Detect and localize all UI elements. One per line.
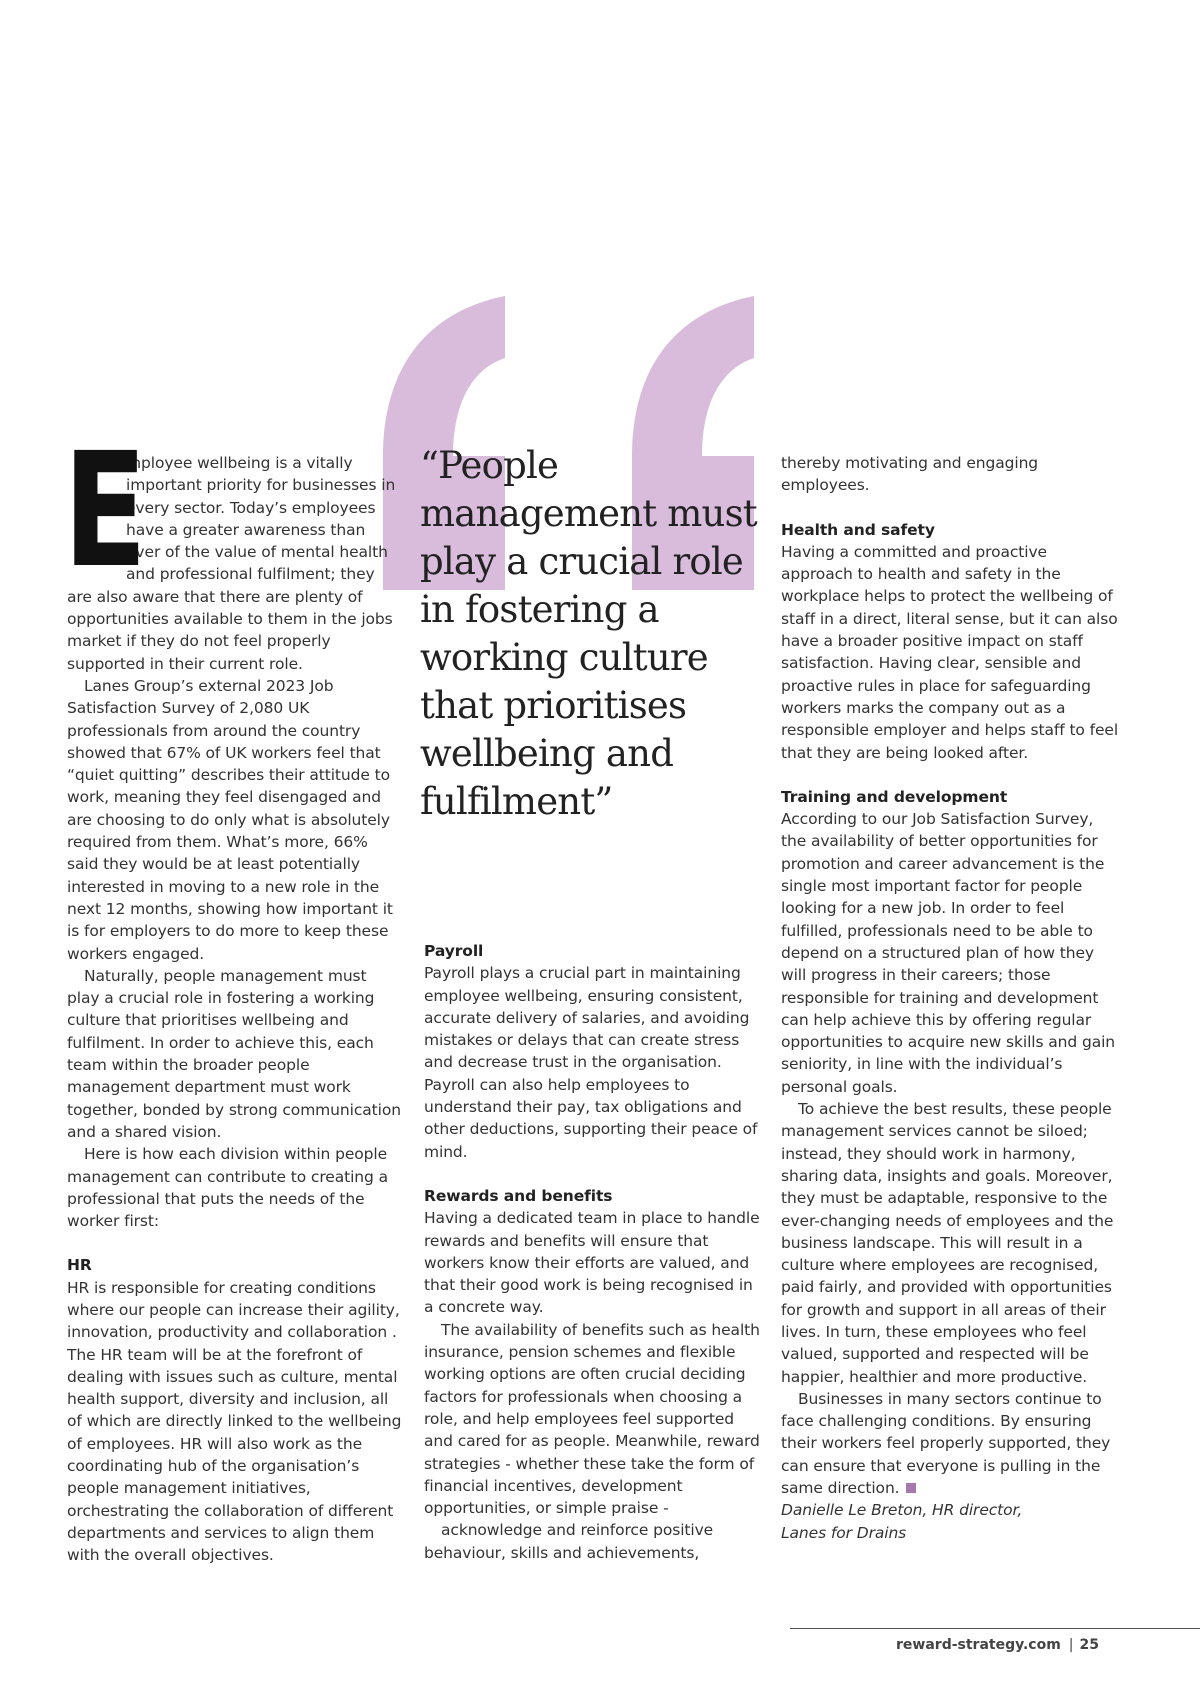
- rewards-text-1: Having a dedicated team in place to handle rewards and benefits will ensure that workers know their efforts are valued, and that their good work is being recognised in a concrete way.: [424, 1209, 760, 1317]
- article-column-2: [424, 940, 764, 1564]
- training-text-3: [781, 1388, 1121, 1499]
- intro-text-2: Lanes Group’s external 2023 Job Satisfaction Survey of 2,080 UK professionals from around the country showed that 67% of UK workers feel that “quiet quitting” describes their attitude to work, meaning they feel disengaged and are choosing to do only what is absolutely required from them. What’s more, 66% said they would be at least potentially interested in moving to a new role in the next 12 months, showing how important it is for employers to do more to keep these workers engaged.: [67, 676, 393, 963]
- payroll-heading: Payroll: [424, 942, 484, 960]
- rewards-text-3: acknowledge and reinforce positive behaviour, skills and achievements,: [424, 1521, 714, 1562]
- hr-heading: HR: [67, 1256, 92, 1275]
- intro-text-1: mployee wellbeing is a vitally important priority for businesses in every sector. Today’s employees have a greater awareness than ever of the value of mental health and professional fulfilment; they are also aware that there are plenty of opportunities available to them in the jobs market if they do not feel properly supported in their current role.: [67, 454, 396, 673]
- byline-line-1: Danielle Le Breton, HR director,: [781, 1501, 1023, 1520]
- pull-quote: “People management must play a crucial role in fostering a working culture that prioritises wellbeing and fulfilment”: [420, 444, 757, 823]
- health-text: Having a committed and proactive approach to health and safety in the workplace helps to protect the wellbeing of staff in a direct, literal sense, but it can also have a broader positive impact on staff satisfaction. Having clear, sensible and proactive rules in place for safeguarding workers marks the company out as a responsible employer and helps staff to feel that they are being looked after.: [781, 542, 1119, 762]
- training-text-2: To achieve the best results, these people management services cannot be siloed; instead, they should work in harmony, sharing data, insights and goals. Moreover, they must be adaptable, responsive to the ever-changing needs of employees and the business landscape. This will result in a culture where employees are recognised, paid fairly, and provided with opportunities for growth and support in all areas of their lives. In turn, these employees who feel valued, supported and respected will be happier, healthier and more productive.: [781, 1100, 1114, 1386]
- payroll-text: Payroll plays a crucial part in maintaining employee wellbeing, ensuring consistent, accurate delivery of salaries, and avoiding mistakes or delays that can create stress and decrease trust in the organisation. Payroll can also help employees to understand their pay, tax obligations and other deductions, supporting their peace of mind.: [424, 964, 758, 1161]
- intro-text-3: Naturally, people management must play a crucial role in fostering a working culture that prioritises wellbeing and fulfilment. In order to achieve this, each team within the broader people management department must work together, bonded by strong communication and a shared vision.: [67, 966, 401, 1141]
- footer-site: reward-strategy.com: [896, 1637, 1061, 1653]
- intro-text-4: Here is how each division within people management can contribute to creating a professional that puts the needs of the worker first:: [67, 1145, 388, 1231]
- closing-text: Businesses in many sectors continue to face challenging conditions. By ensuring their workers feel properly supported, they can ensure that everyone is pulling in the same direction.: [781, 1389, 1111, 1498]
- byline-line-2: Lanes for Drains: [781, 1523, 907, 1542]
- footer-separator: |: [1068, 1637, 1074, 1653]
- end-mark-icon: [906, 1483, 916, 1493]
- health-heading: Health and safety: [781, 520, 935, 539]
- page-footer: [896, 1637, 1099, 1653]
- article-column-3: [781, 452, 1121, 1544]
- footer-rule: [790, 1628, 1200, 1629]
- training-heading: Training and development: [781, 787, 1008, 806]
- rewards-text-2: The availability of benefits such as health insurance, pension schemes and flexible working options are often crucial deciding factors for professionals when choosing a role, and help employees feel supported and cared for as people. Meanwhile, reward strategies - whether these take the form of financial incentives, development opportunities, or simple praise -: [424, 1320, 760, 1518]
- drop-cap: E: [63, 419, 148, 603]
- hr-text: HR is responsible for creating conditions where our people can increase their agility, innovation, productivity and collaboration . The HR team will be at the forefront of dealing with issues such as culture, mental health support, diversity and inclusion, all of which are directly linked to the wellbeing of employees. HR will also work as the coordinating hub of the organisation’s people management initiatives, orchestrating the collaboration of different departments and services to align them with the overall objectives.: [67, 1278, 402, 1565]
- drop-cap-box: [63, 419, 148, 603]
- intro-paragraph-1: [63, 419, 403, 675]
- rewards-text-4: thereby motivating and engaging employees.: [781, 454, 1039, 495]
- page-number: 25: [1079, 1637, 1099, 1653]
- training-text-1: According to our Job Satisfaction Survey, the availability of better opportunities for promotion and career advancement is the single most important factor for people looking for a new job. In order to feel fulfilled, professionals need to be able to depend on a structured plan of how they will progress in their careers; those responsible for training and development can help achieve this by offering regular opportunities to acquire new skills and gain seniority, in line with the individual’s personal goals.: [781, 810, 1116, 1096]
- rewards-heading: Rewards and benefits: [424, 1186, 613, 1205]
- article-column-1: [63, 419, 403, 1567]
